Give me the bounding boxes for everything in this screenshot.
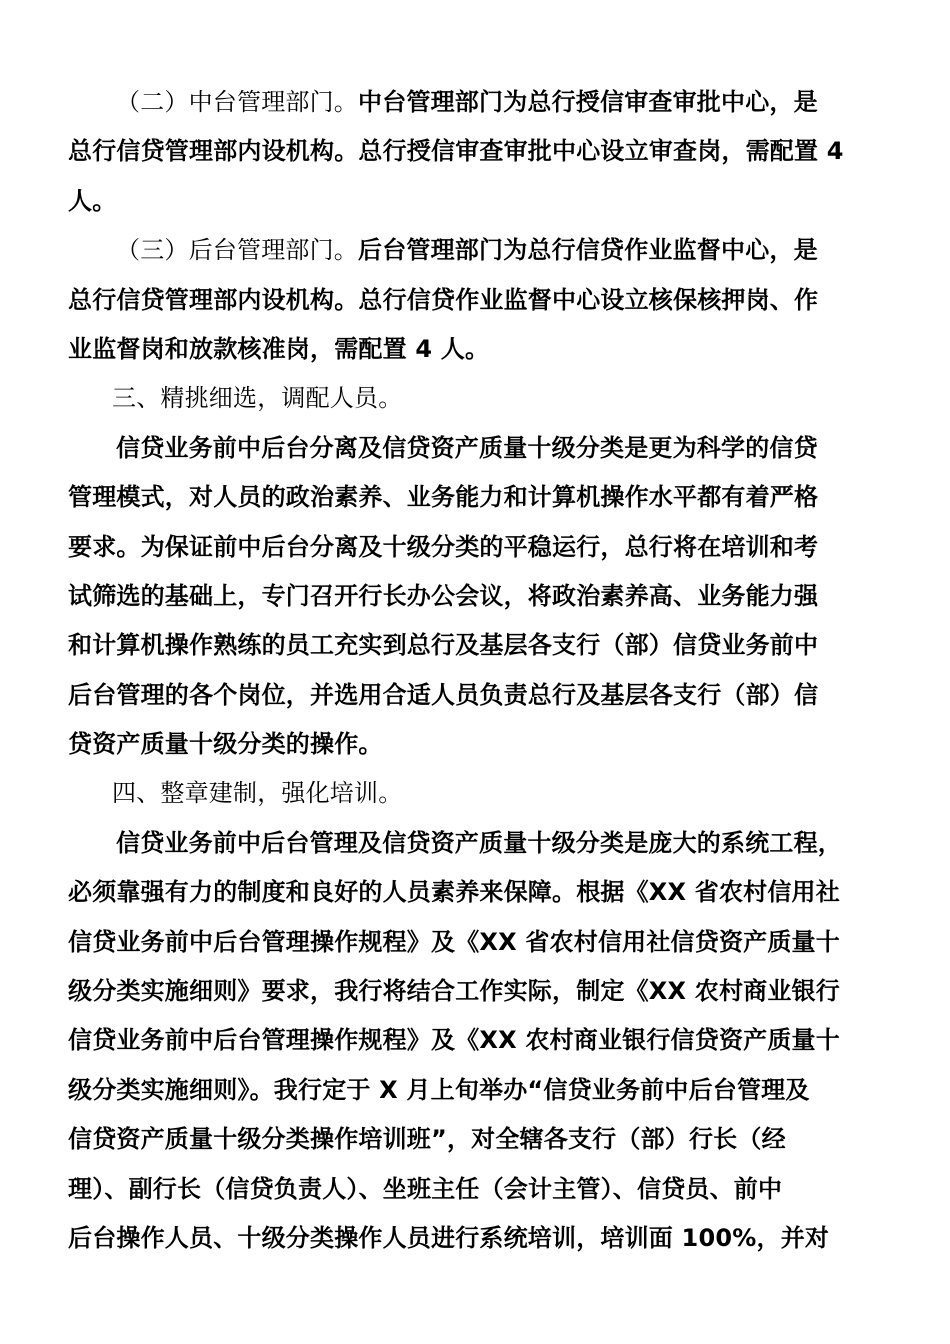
paragraph-text: 级分类实施细则》要求，我行将结合工作实际，制定《XX 农村商业银行 <box>68 977 840 1006</box>
section-label-midoffice: （二）中台管理部门。 <box>116 88 358 116</box>
paragraph-text: 信贷业务前中后台管理操作规程》及《XX 省农村信用社信贷资产质量十 <box>68 927 840 956</box>
section-heading-4: 四、整章建制，强化培训。 <box>112 779 403 808</box>
paragraph-midoffice-line-1 <box>68 78 884 127</box>
paragraph-text: 总行信贷管理部内设机构。总行授信审查审批中心设立审查岗，需配置 4 <box>68 137 844 166</box>
paragraph-text: 管理模式，对人员的政治素养、业务能力和计算机操作水平都有着严格 <box>68 483 819 512</box>
paragraph-text: 必须靠强有力的制度和良好的人员素养来保障。根据《XX 省农村信用社 <box>68 878 840 907</box>
paragraph-text: 后台管理部门为总行信贷作业监督中心，是 <box>358 236 818 265</box>
paragraph-text: 级分类实施细则》。我行定于 X 月上旬举办“信贷业务前中后台管理及 <box>68 1075 810 1104</box>
section-label-backoffice: （三）后台管理部门。 <box>116 236 358 265</box>
section-heading-3: 三、精挑细选，调配人员。 <box>112 384 403 413</box>
paragraph-text: 理）、副行长（信贷负责人）、坐班主任（会计主管）、信贷员、前中 <box>68 1174 783 1203</box>
paragraph-text: 要求。为保证前中后台分离及十级分类的平稳运行，总行将在培训和考 <box>68 532 819 561</box>
paragraph-text: 贷资产质量十级分类的操作。 <box>68 730 383 759</box>
paragraph-backoffice-line-1 <box>68 226 884 275</box>
document-page <box>68 78 884 1263</box>
paragraph-text: 试筛选的基础上，专门召开行长办公会议，将政治素养高、业务能力强 <box>68 581 819 610</box>
paragraph-text: 后台管理的各个岗位，并选用合适人员负责总行及基层各支行（部）信 <box>68 680 819 709</box>
paragraph-text: 人。 <box>68 186 117 215</box>
paragraph-text: 信贷业务前中后台管理及信贷资产质量十级分类是庞大的系统工程， <box>116 828 842 857</box>
paragraph-text: 中台管理部门为总行授信审查审批中心，是 <box>358 88 818 116</box>
paragraph-text: 信贷业务前中后台管理操作规程》及《XX 农村商业银行信贷资产质量十 <box>68 1026 840 1055</box>
paragraph-text: 业监督岗和放款核准岗，需配置 4 人。 <box>68 334 490 363</box>
paragraph-text: 和计算机操作熟练的员工充实到总行及基层各支行（部）信贷业务前中 <box>68 631 819 660</box>
paragraph-text: 信贷业务前中后台分离及信贷资产质量十级分类是更为科学的信贷 <box>116 433 818 462</box>
paragraph-text: 总行信贷管理部内设机构。总行信贷作业监督中心设立核保核押岗、作 <box>68 285 819 314</box>
paragraph-text: 信贷资产质量十级分类操作培训班”，对全辖各支行（部）行长（经 <box>68 1125 786 1154</box>
paragraph-text: 后台操作人员、十级分类操作人员进行系统培训，培训面 100%，并对 <box>68 1223 830 1252</box>
